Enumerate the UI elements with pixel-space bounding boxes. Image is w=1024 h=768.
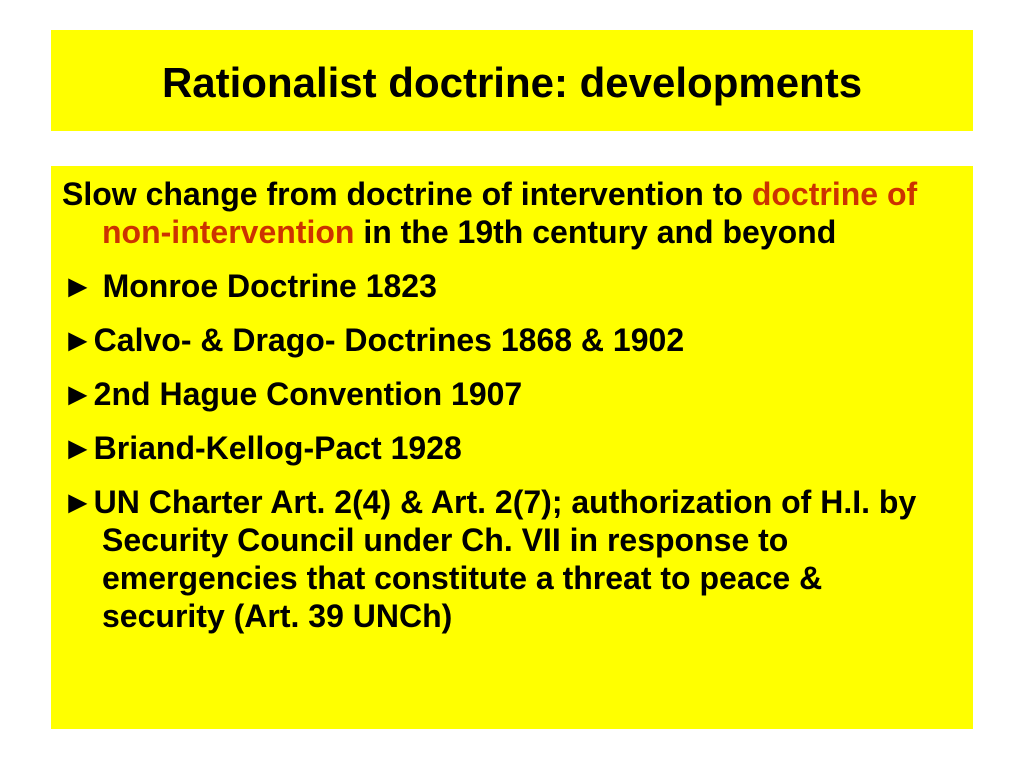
intro-paragraph <box>62 175 953 251</box>
bullet-item <box>62 321 953 359</box>
bullet-item <box>62 429 953 467</box>
intro-text-before: Slow change from doctrine of intervention to <box>62 176 743 212</box>
bullet-item <box>62 483 953 635</box>
slide-content-box <box>51 166 973 729</box>
bullet-text: Calvo- & Drago- Doctrines 1868 & 1902 <box>93 322 685 358</box>
arrow-bullet-icon: ► <box>62 322 94 358</box>
bullet-text: UN Charter Art. 2(4) & Art. 2(7); authorization of H.I. by Security Council under Ch. VII in response to emergencies that constitute a threat to peace & security (Art. 39 UNCh) <box>93 484 917 634</box>
slide-title-box <box>51 30 973 131</box>
bullet-text: Briand-Kellog-Pact 1928 <box>93 430 462 466</box>
arrow-bullet-icon: ► <box>62 376 94 412</box>
bullet-text: Monroe Doctrine 1823 <box>102 268 437 304</box>
arrow-bullet-icon: ► <box>62 484 94 520</box>
bullet-item <box>62 267 953 305</box>
intro-highlight: doctrine of non-intervention <box>102 176 918 250</box>
arrow-bullet-icon: ► <box>62 430 94 466</box>
intro-text-after: in the 19th century and beyond <box>363 214 837 250</box>
bullet-text: 2nd Hague Convention 1907 <box>93 376 523 412</box>
bullet-item <box>62 375 953 413</box>
arrow-bullet-icon: ► <box>62 268 103 304</box>
slide-title: Rationalist doctrine: developments <box>161 58 863 106</box>
